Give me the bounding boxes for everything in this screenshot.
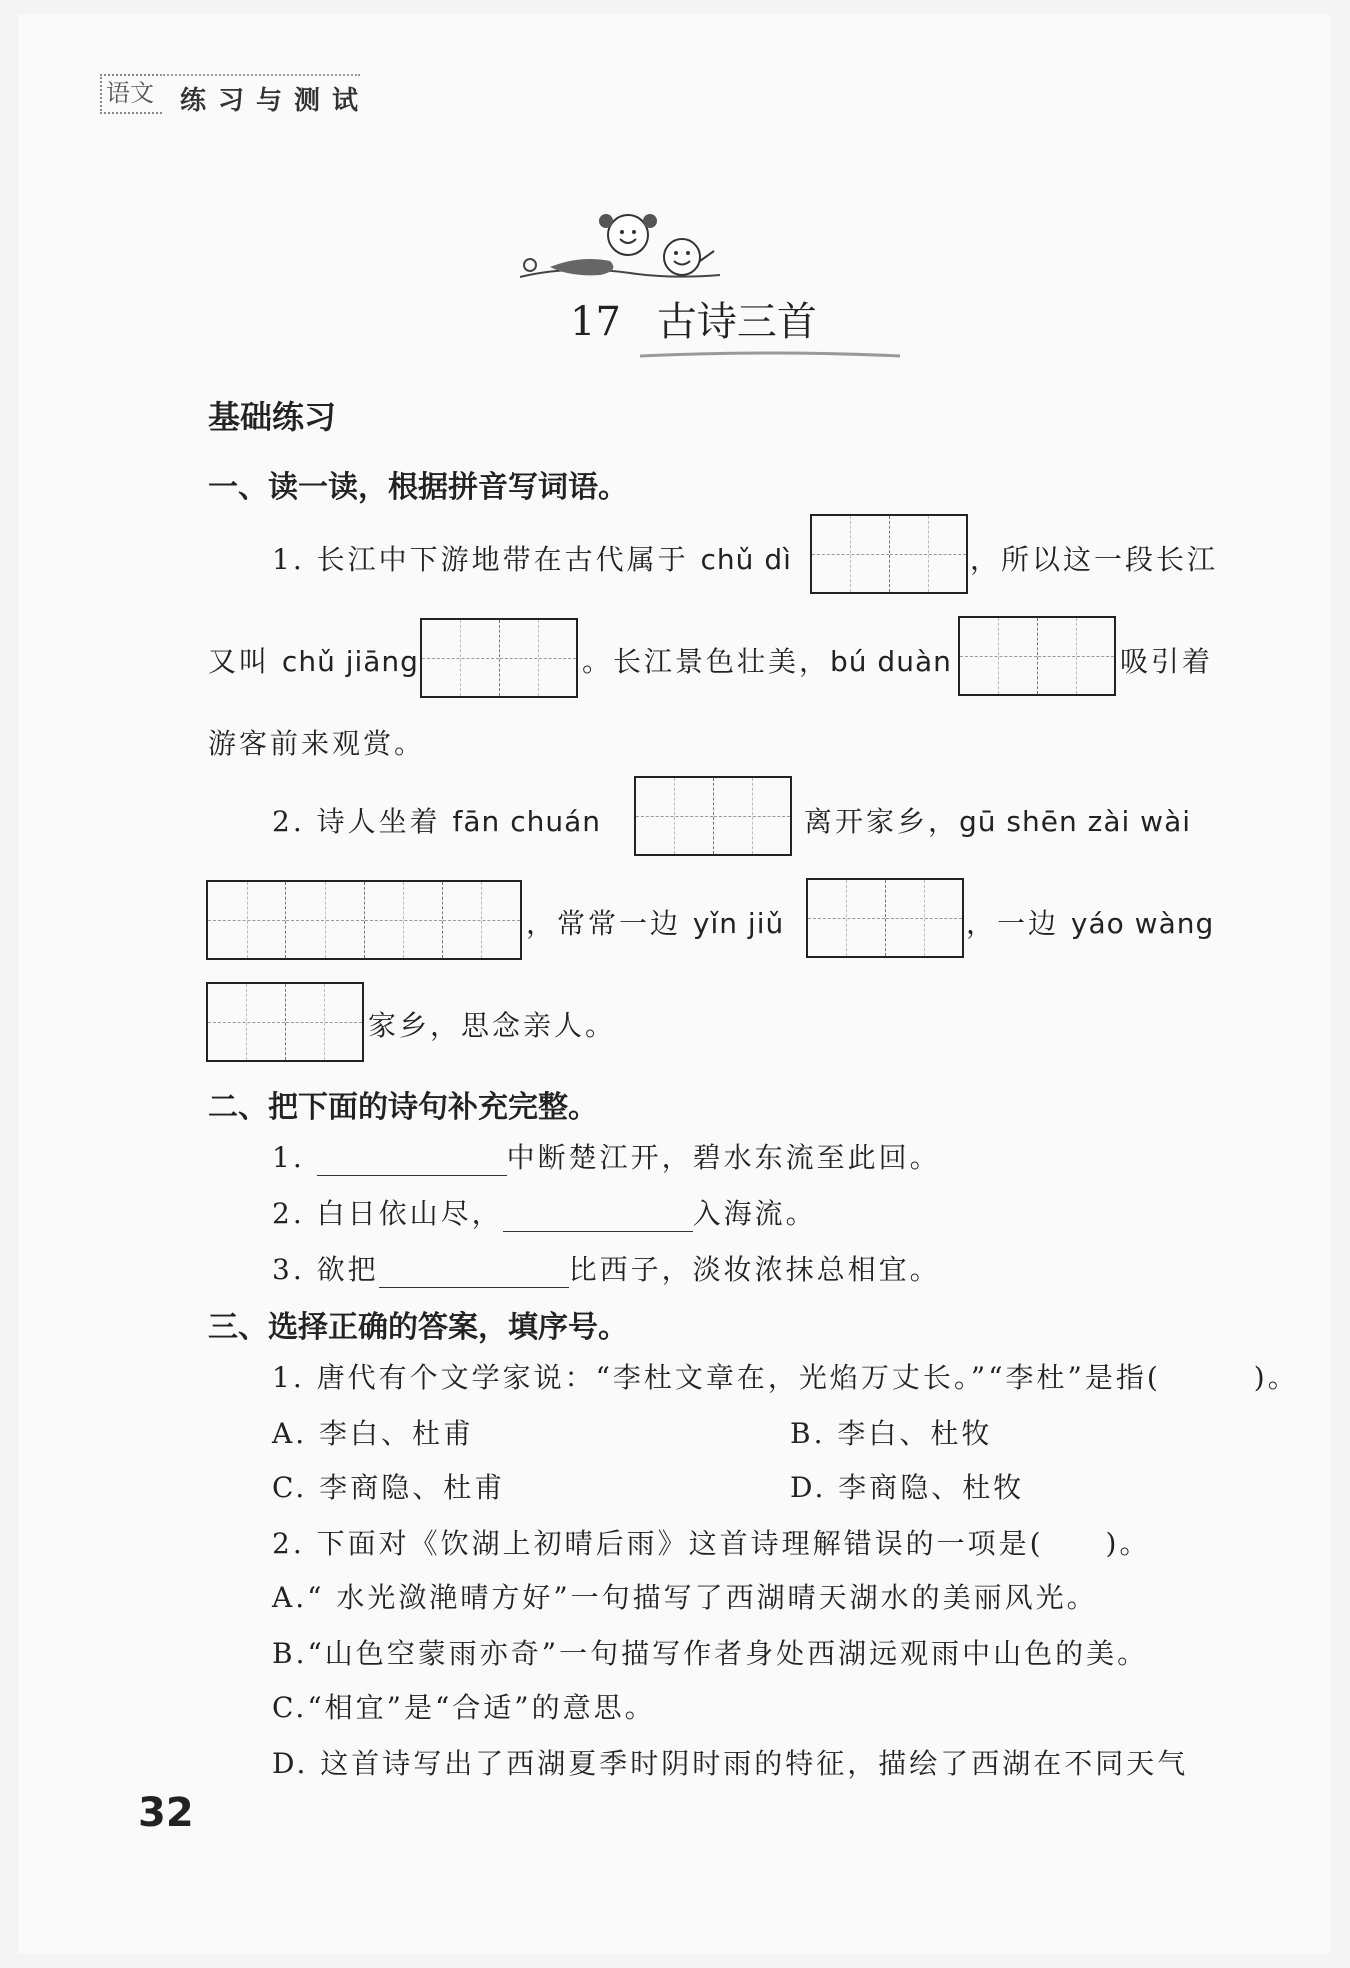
q2-item1-text: 中断楚江开，碧水东流至此回。 (506, 1141, 941, 1174)
q3-item2-option-b: B.“山色空蒙雨亦奇”一句描写作者身处西湖远观雨中山色的美。 (272, 1637, 1149, 1670)
q1-line1-text (272, 538, 792, 578)
q2-heading: 二、把下面的诗句补充完整。 (208, 1090, 598, 1125)
answer-grid-yinjiu[interactable] (806, 878, 964, 958)
q2-item2-a: 2. 白日依山尽， (272, 1197, 503, 1230)
q1-line2-pinyin2: bú duàn (830, 645, 952, 678)
q1-line2-mid (582, 640, 952, 680)
answer-grid-gushenzaiwai[interactable] (206, 880, 522, 960)
q1-heading: 一、读一读，根据拼音写词语。 (208, 470, 628, 505)
q3-item1-option-a: A. 李白、杜甫 (272, 1417, 475, 1450)
q1-line4-pinyin2: gū shēn zài wài (959, 805, 1192, 838)
q2-item3 (272, 1248, 941, 1288)
book-title: 练习与测试 (180, 86, 371, 116)
q2-item3-a: 3. 欲把 (272, 1253, 379, 1286)
q2-blank-3[interactable] (379, 1257, 569, 1288)
q1-line5-text (526, 902, 784, 942)
q1-line5-pinyin1: yǐn jiǔ (692, 907, 785, 940)
q1-line4-mid (804, 800, 1191, 840)
q1-line4-b: 离开家乡， (804, 805, 960, 838)
answer-grid-chujiang[interactable] (420, 618, 578, 698)
lesson-title (570, 290, 817, 347)
page-number: 32 (138, 1790, 194, 1836)
answer-grid-chudi[interactable] (810, 514, 968, 594)
q3-item2: 2. 下面对《饮湖上初晴后雨》这首诗理解错误的一项是( )。 (272, 1527, 1151, 1560)
q1-line1-b: ，所以这一段长江 (970, 543, 1219, 576)
q2-blank-2[interactable] (503, 1201, 693, 1232)
q1-line4-text (272, 800, 601, 840)
q3-item1: 1. 唐代有个文学家说：“李杜文章在，光焰万丈长。”“李杜”是指( )。 (272, 1361, 1299, 1394)
q2-item2 (272, 1192, 817, 1232)
q3-item1-option-b: B. 李白、杜牧 (790, 1417, 993, 1450)
q2-item1 (272, 1136, 941, 1176)
q1-line5-pinyin2: yáo wàng (1070, 907, 1215, 940)
q1-line2-c: 吸引着 (1120, 645, 1214, 678)
q3-item2-option-c: C.“相宜”是“合适”的意思。 (272, 1691, 656, 1724)
q1-line2-a: 又叫 (208, 645, 271, 678)
subject-label: 语文 (100, 74, 162, 114)
q2-item2-b: 入海流。 (692, 1197, 817, 1230)
q1-line2-text (208, 640, 419, 680)
q2-item3-b: 比西子，淡妆浓抹总相宜。 (568, 1253, 941, 1286)
title-underline (640, 350, 900, 360)
q1-line1-pinyin: chǔ dì (700, 543, 792, 576)
q1-line3: 游客前来观赏。 (208, 727, 426, 760)
q2-item1-num: 1. (272, 1141, 305, 1174)
q1-line5-mid (966, 902, 1214, 942)
q3-heading: 三、选择正确的答案，填序号。 (208, 1310, 628, 1345)
q1-line5-b: ，一边 (966, 907, 1060, 940)
q3-item2-option-d: D. 这首诗写出了西湖夏季时阴时雨的特征，描绘了西湖在不同天气 (272, 1747, 1189, 1780)
answer-grid-yaowang[interactable] (206, 982, 364, 1062)
q1-line4-a: 2. 诗人坐着 (272, 805, 441, 838)
kids-illustration (510, 205, 730, 295)
header-rule (160, 74, 360, 76)
q1-line6: 家乡，思念亲人。 (368, 1009, 617, 1042)
lesson-title-text: 古诗三首 (656, 299, 817, 345)
q1-line2-b: 。长江景色壮美， (582, 645, 831, 678)
section-basic-practice: 基础练习 (208, 398, 337, 436)
q3-item1-option-d: D. 李商隐、杜牧 (790, 1471, 1025, 1504)
answer-grid-buduan[interactable] (958, 616, 1116, 696)
q1-line1-a: 1. 长江中下游地带在古代属于 (272, 543, 689, 576)
answer-grid-fanchuan[interactable] (634, 776, 792, 856)
q1-line2-pinyin1: chǔ jiāng (281, 645, 419, 678)
q3-item1-option-c: C. 李商隐、杜甫 (272, 1471, 506, 1504)
q1-line4-pinyin1: fān chuán (452, 805, 601, 838)
q3-item2-option-a: A.“ 水光潋滟晴方好”一句描写了西湖晴天湖水的美丽风光。 (272, 1581, 1098, 1614)
q1-line5-a: ，常常一边 (526, 907, 682, 940)
q2-blank-1[interactable] (317, 1145, 507, 1176)
lesson-number: 17 (570, 299, 621, 345)
